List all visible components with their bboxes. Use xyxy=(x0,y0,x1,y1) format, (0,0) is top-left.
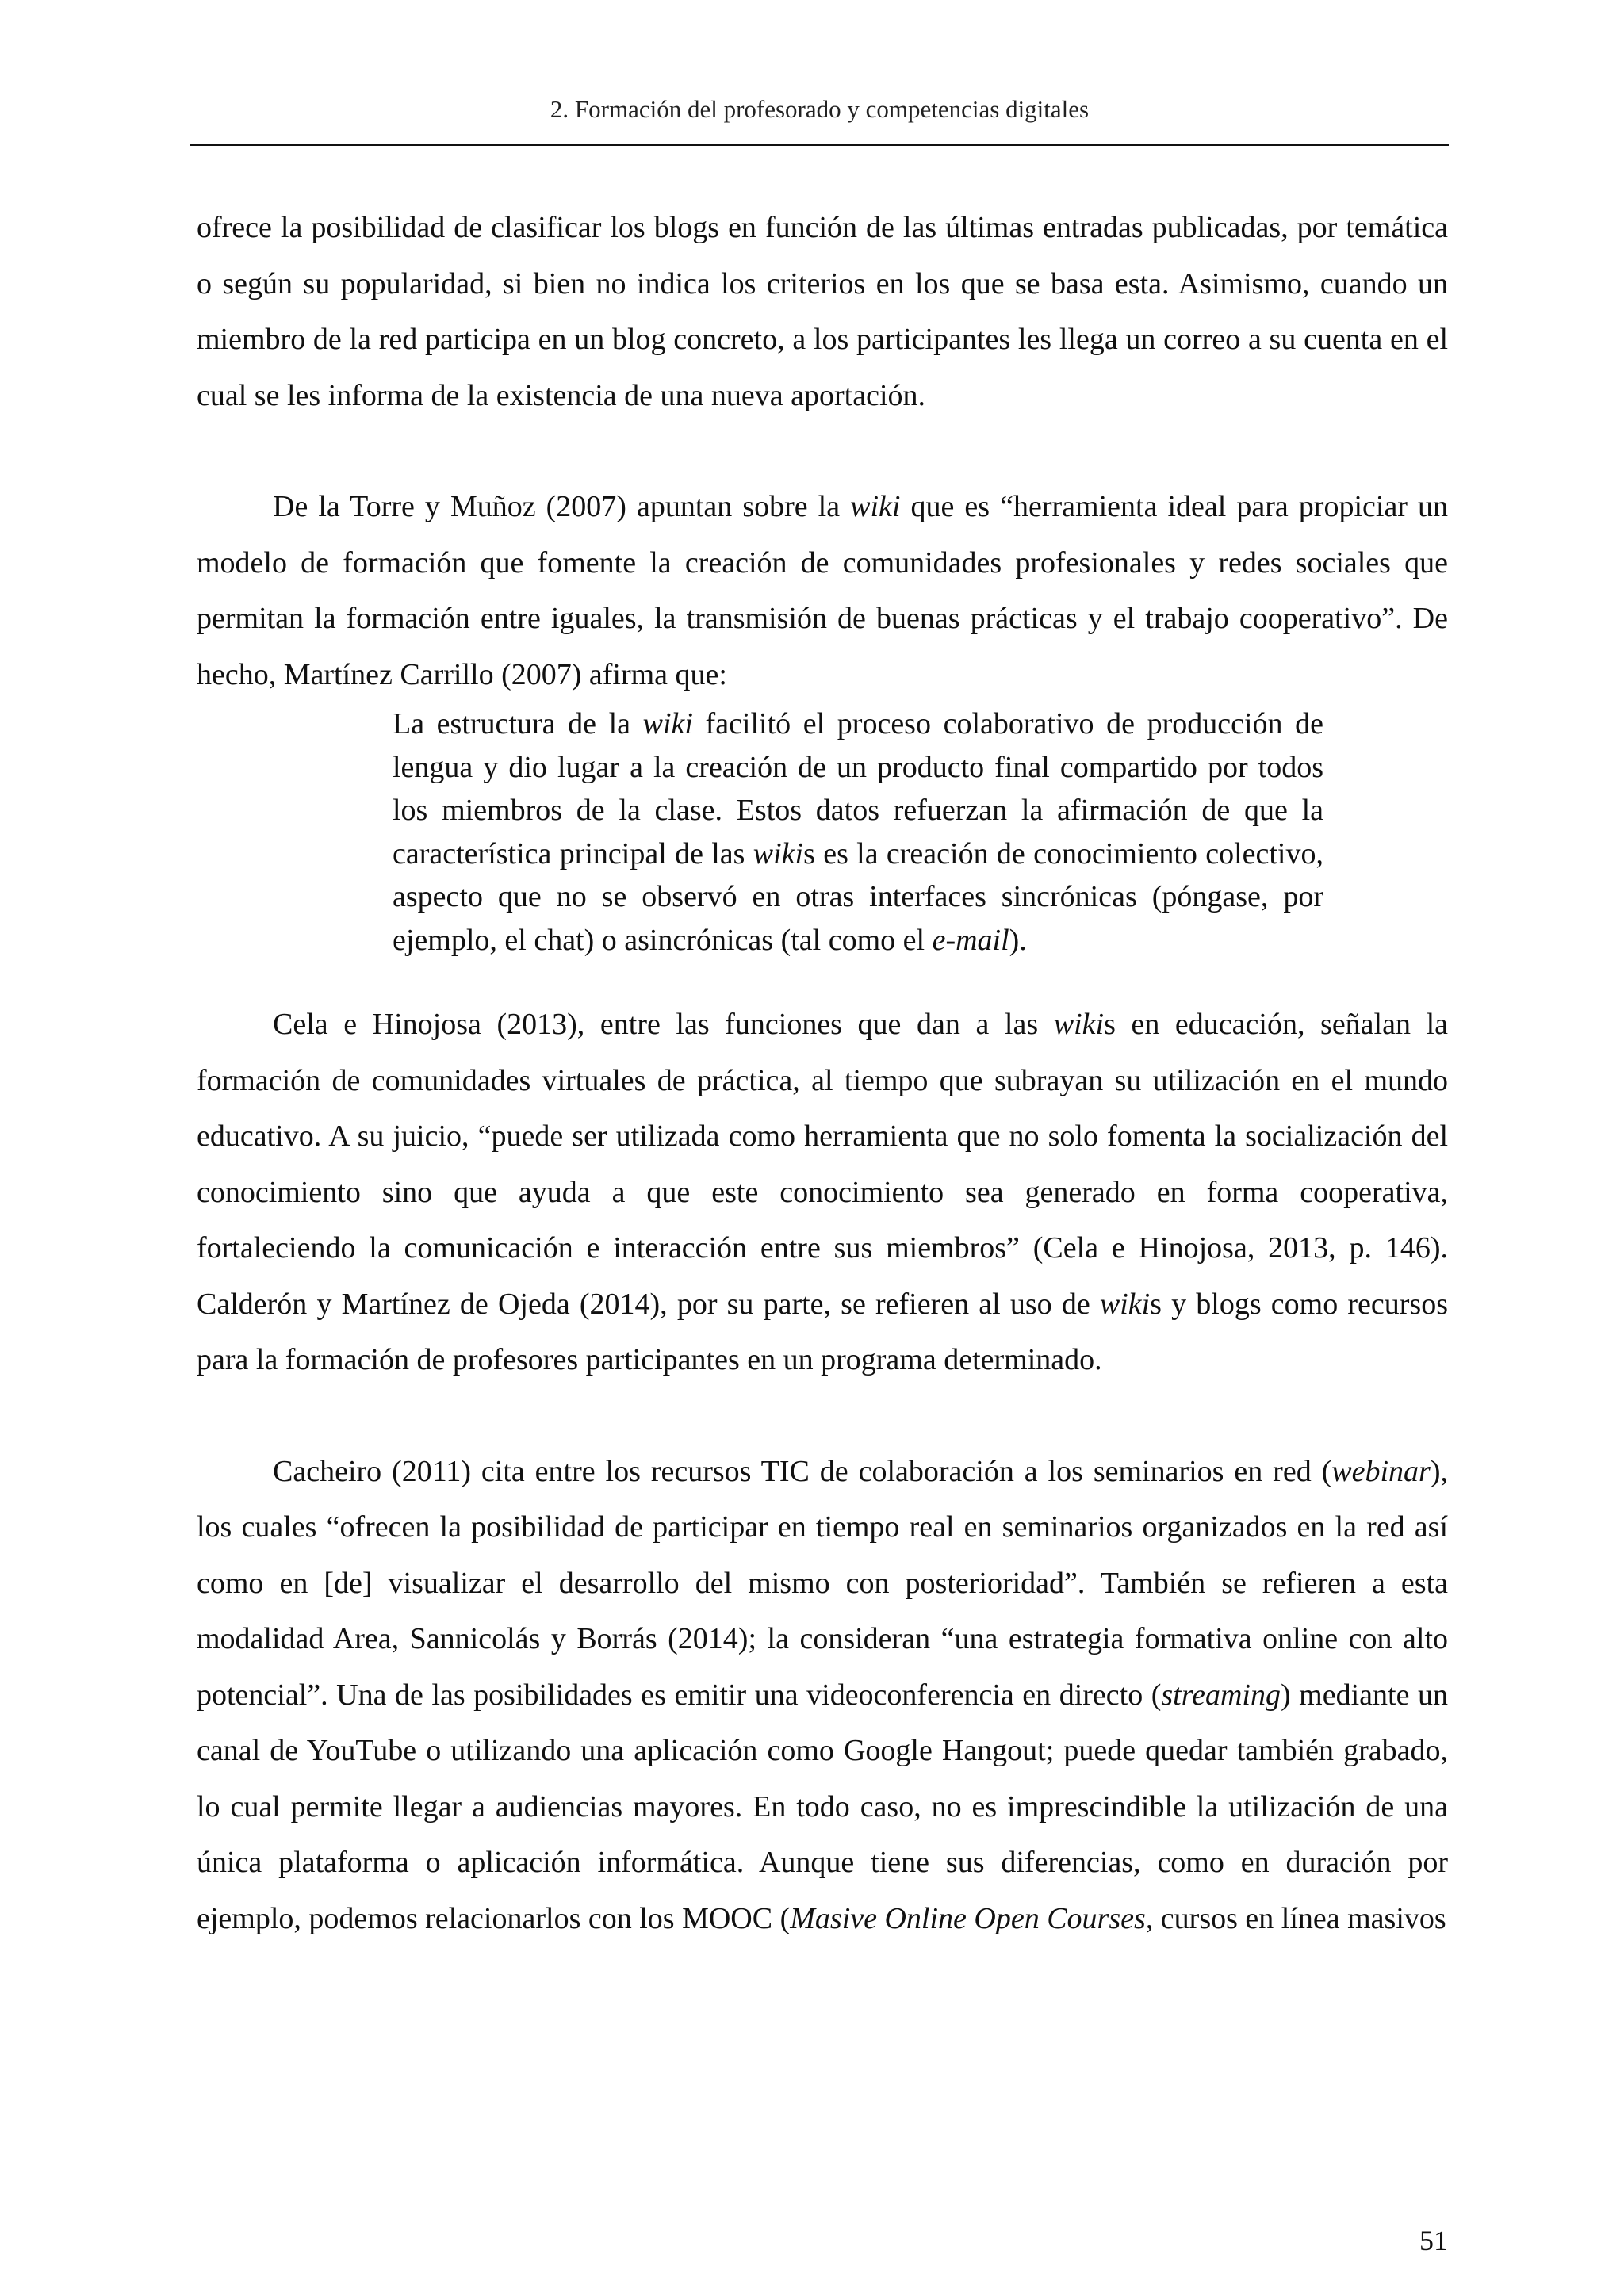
paragraph-gap xyxy=(197,962,1448,997)
italic-term: wiki xyxy=(642,707,693,740)
text-run: Cela e Hinojosa (2013), entre las funciones que dan a las xyxy=(273,1008,1054,1041)
paragraph-gap xyxy=(197,423,1448,479)
text-run: que es “herramienta ideal para propiciar un modelo de formación que fomente la creación de comunidades profesionales y redes sociales que permitan la formación entre iguales, la transmisión de buenas prácticas y el trabajo cooperativo”. De hecho, Martínez Carrillo (2007) afirma que: xyxy=(197,490,1449,691)
text-run: s es la creación de conocimiento colectivo, aspecto que no se observó en otras interfaces sincrónicas (póngase, por ejemplo, el chat) o asincrónicas (tal como el xyxy=(393,836,1323,957)
header-rule xyxy=(190,144,1449,146)
text-run: De la Torre y Muñoz (2007) apuntan sobre la xyxy=(273,490,851,523)
page-number: 51 xyxy=(1419,2225,1448,2256)
italic-term: wiki xyxy=(753,836,804,871)
paragraph-cacheiro-webinar xyxy=(197,1444,1448,1947)
text-run: ) mediante un canal de YouTube o utilizando una aplicación como Google Hangout; puede quedar también grabado, lo cual permite llegar a audiencias mayores. En todo caso, no es imprescindible la utilización de una única plataforma o aplicación informática. Aunque tiene sus diferencias, como en duración por ejemplo, podemos relacionarlos con los MOOC ( xyxy=(197,1678,1448,1935)
italic-term: wiki xyxy=(850,490,901,523)
italic-term: wiki xyxy=(1053,1008,1105,1041)
paragraph-blogs-continuation: ofrece la posibilidad de clasificar los blogs en función de las últimas entradas publicadas, por temática o según su popularidad, si bien no indica los criterios en los que se basa esta. Asimismo, cuando un miembro de la red participa en un blog concreto, a los participantes les llega un correo a su cuenta en el cual se les informa de la existencia de una nueva aportación. xyxy=(197,211,1448,412)
italic-term: e-mail xyxy=(932,923,1009,957)
text-run: Cacheiro (2011) cita entre los recursos TIC de colaboración a los seminarios en red ( xyxy=(273,1454,1332,1488)
text-run: facilitó el proceso colaborativo de producción de lengua y dio lugar a la creación de un producto final compartido por todos los miembros de la clase. Estos datos refuerzan la afirmación de que la característica principal de las xyxy=(393,707,1323,871)
running-header: 2. Formación del profesorado y competencias digitales xyxy=(550,95,1090,123)
body-text xyxy=(197,200,1448,1946)
text-run: s y blogs como recursos para la formación de profesores participantes en un programa determinado. xyxy=(197,1287,1448,1376)
text-run: La estructura de la xyxy=(393,707,643,740)
paragraph-cela-hinojosa xyxy=(197,997,1448,1388)
text-run: ), los cuales “ofrecen la posibilidad de participar en tiempo real en seminarios organizados en la red así como en [de] visualizar el desarrollo del mismo con posterioridad”. También se refieren a esta modalidad Area, Sannicolás y Borrás (2014); la consideran “una estrategia formativa online con alto potencial”. Una de las posibilidades es emitir una videoconferencia en directo ( xyxy=(197,1454,1448,1712)
text-run: s en educación, señalan la formación de comunidades virtuales de práctica, al tiempo que subrayan su utilización en el mundo educativo. A su juicio, “puede ser utilizada como herramienta que no solo fomenta la socialización del conocimiento sino que ayuda a que este conocimiento sea generado en forma cooperativa, fortaleciendo la comunicación e interacción entre sus miembros” (Cela e Hinojosa, 2013, p. 146). Calderón y Martínez de Ojeda (2014), por su parte, se refieren al uso de xyxy=(197,1008,1448,1321)
paragraph-wiki-de-la-torre xyxy=(197,479,1448,702)
italic-term: Masive Online Open Courses, xyxy=(790,1901,1154,1935)
text-run: cursos en línea masivos xyxy=(1153,1901,1446,1935)
italic-term: webinar xyxy=(1331,1454,1431,1488)
text-run: ). xyxy=(1009,923,1027,957)
block-quote-martinez-carrillo xyxy=(393,702,1323,962)
italic-term: streaming xyxy=(1161,1678,1281,1712)
italic-term: wiki xyxy=(1099,1287,1151,1321)
paragraph-gap xyxy=(197,1388,1448,1444)
